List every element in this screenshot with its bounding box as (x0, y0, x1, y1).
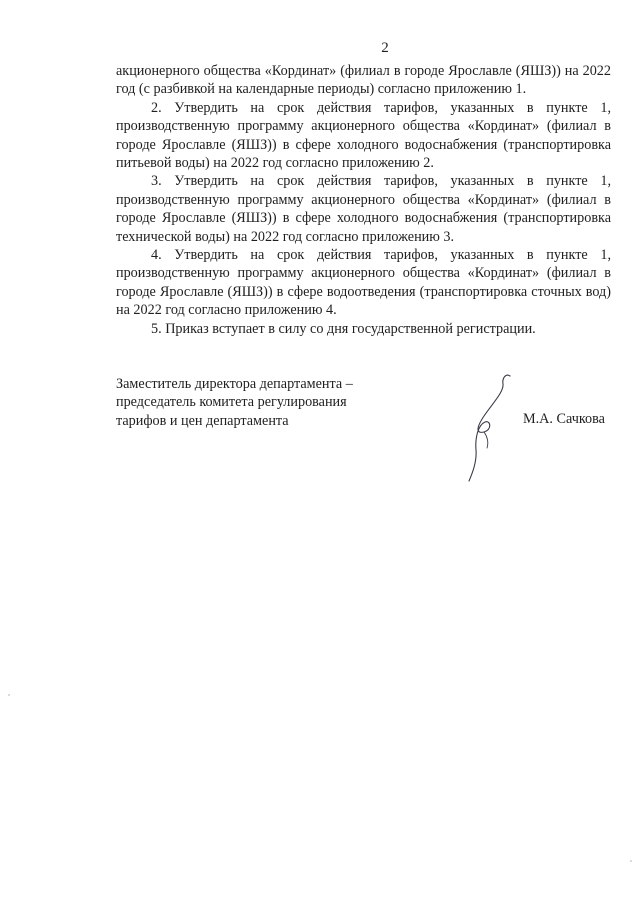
signer-title (116, 375, 353, 430)
paragraph-continuation: акционерного общества «Кординат» (филиал в городе Ярославле (ЯШЗ)) на 2022 год (с разбивкой на календарные периоды) согласно приложению 1. (116, 63, 611, 98)
scan-speck (630, 860, 632, 862)
handwritten-signature (462, 372, 522, 484)
scan-speck (8, 694, 10, 696)
paragraph-item-5: 5. Приказ вступает в силу со дня государственной регистрации. (151, 320, 536, 337)
document-body (116, 62, 611, 338)
paragraph-item-2: 2. Утвердить на срок действия тарифов, указанных в пункте 1, производственную программу акционерного общества «Кординат» (филиал в городе Ярославле (ЯШЗ)) в сфере холодного водоснабжения (транспортировка питьевой воды) на 2022 год согласно приложению 2. (116, 99, 611, 172)
page-number: 2 (381, 40, 389, 56)
signer-name: М.А. Сачкова (523, 411, 605, 427)
signer-title-line-1: Заместитель директора департамента – (116, 376, 353, 392)
signer-title-line-3: тарифов и цен департамента (116, 412, 289, 429)
paragraph-item-3: 3. Утвердить на срок действия тарифов, указанных в пункте 1, производственную программу акционерного общества «Кординат» (филиал в городе Ярославле (ЯШЗ)) в сфере холодного водоснабжения (транспортировка технической воды) на 2022 год согласно приложению 3. (116, 173, 611, 245)
paragraph-item-4: 4. Утвердить на срок действия тарифов, указанных в пункте 1, производственную программу акционерного общества «Кординат» (филиал в городе Ярославле (ЯШЗ)) в сфере водоотведения (транспортировка сточных вод) на 2022 год согласно приложению 4. (116, 247, 611, 319)
signer-title-line-2: председатель комитета регулирования (116, 394, 347, 411)
